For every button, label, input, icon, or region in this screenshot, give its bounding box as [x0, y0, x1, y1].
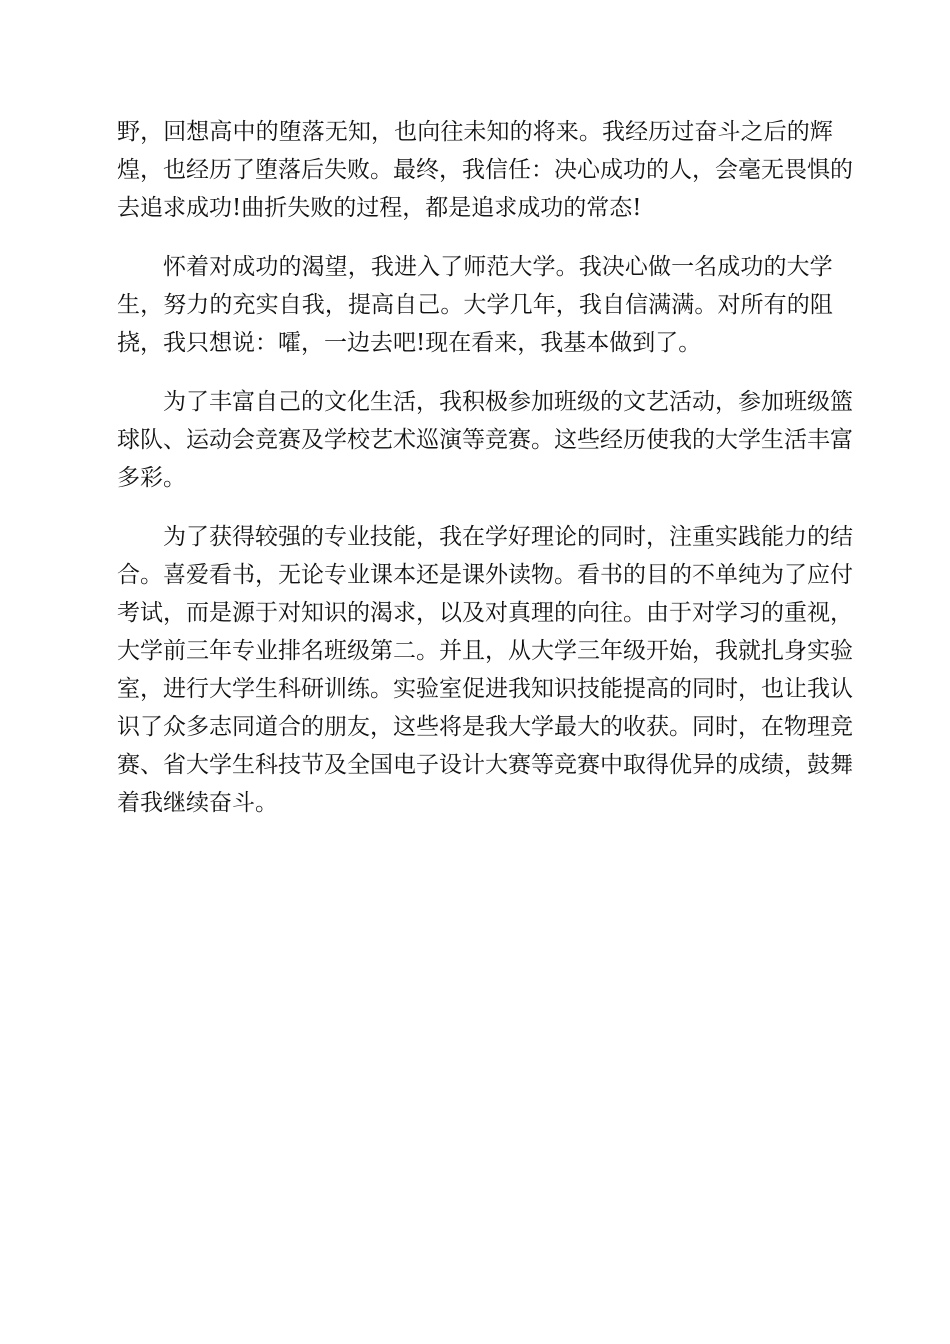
text-line: 大 学 前 三 年 专 业 排 名 班 级 第 二 。 并 且 ， 从 大 学 三 年 级 开 始 ， 我 就 扎 身 实 验 [117, 638, 853, 664]
text-line: 为 了 获 得 较 强 的 专 业 技 能 ， 我 在 学 好 理 论 的 同 时 ， 注 重 实 践 能 力 的 结 [163, 524, 853, 550]
text-line: 球 队 、 运 动 会 竞 赛 及 学 校 艺 术 巡 演 等 竞 赛 。 这 些 经 历 使 我 的 大 学 生 活 丰 富 [117, 427, 853, 453]
text-line: 挠，我只想说：嚯，一边去吧!现在看来，我基本做到了。 [117, 330, 702, 356]
text-line: 赛 、 省 大 学 生 科 技 节 及 全 国 电 子 设 计 大 赛 等 竞 赛 中 取 得 优 异 的 成 绩 ， 鼓 舞 [117, 752, 853, 778]
document-body [117, 113, 853, 843]
text-line: 为 了 丰 富 自 己 的 文 化 生 活 ， 我 积 极 参 加 班 级 的 文 艺 活 动 ， 参 加 班 级 篮 [163, 389, 853, 415]
text-line: 煌 ， 也 经 历 了 堕 落 后 失 败 。 最 终 ， 我 信 任 ： 决 心 成 功 的 人 ， 会 毫 无 畏 惧 的 [117, 157, 853, 183]
text-line: 多彩。 [117, 465, 186, 491]
text-line: 着我继续奋斗。 [117, 790, 278, 816]
text-line: 识 了 众 多 志 同 道 合 的 朋 友 ， 这 些 将 是 我 大 学 最 大 的 收 获 。 同 时 ， 在 物 理 竞 [117, 714, 853, 740]
paragraph-2 [117, 248, 833, 362]
paragraph-1 [117, 113, 853, 227]
text-line: 合 。 喜 爱 看 书 ， 无 论 专 业 课 本 还 是 课 外 读 物 。 看 书 的 目 的 不 单 纯 为 了 应 付 [117, 562, 853, 588]
text-line: 室 ， 进 行 大 学 生 科 研 训 练 。 实 验 室 促 进 我 知 识 技 能 提 高 的 同 时 ， 也 让 我 认 [117, 676, 853, 702]
text-line: 去追求成功!曲折失败的过程，都是追求成功的常态! [117, 195, 642, 221]
text-line: 考 试 ， 而 是 源 于 对 知 识 的 渴 求 ， 以 及 对 真 理 的 向 往 。 由 于 对 学 习 的 重 视 ， [117, 600, 853, 626]
paragraph-4 [117, 518, 853, 822]
text-line: 野 ， 回 想 高 中 的 堕 落 无 知 ， 也 向 往 未 知 的 将 来 。 我 经 历 过 奋 斗 之 后 的 辉 [117, 119, 833, 145]
paragraph-3 [117, 383, 853, 497]
text-line: 生 ， 努 力 的 充 实 自 我 ， 提 高 自 己 。 大 学 几 年 ， 我 自 信 满 满 。 对 所 有 的 阻 [117, 292, 833, 318]
text-line: 怀 着 对 成 功 的 渴 望 ， 我 进 入 了 师 范 大 学 。 我 决 心 做 一 名 成 功 的 大 学 [163, 254, 833, 280]
